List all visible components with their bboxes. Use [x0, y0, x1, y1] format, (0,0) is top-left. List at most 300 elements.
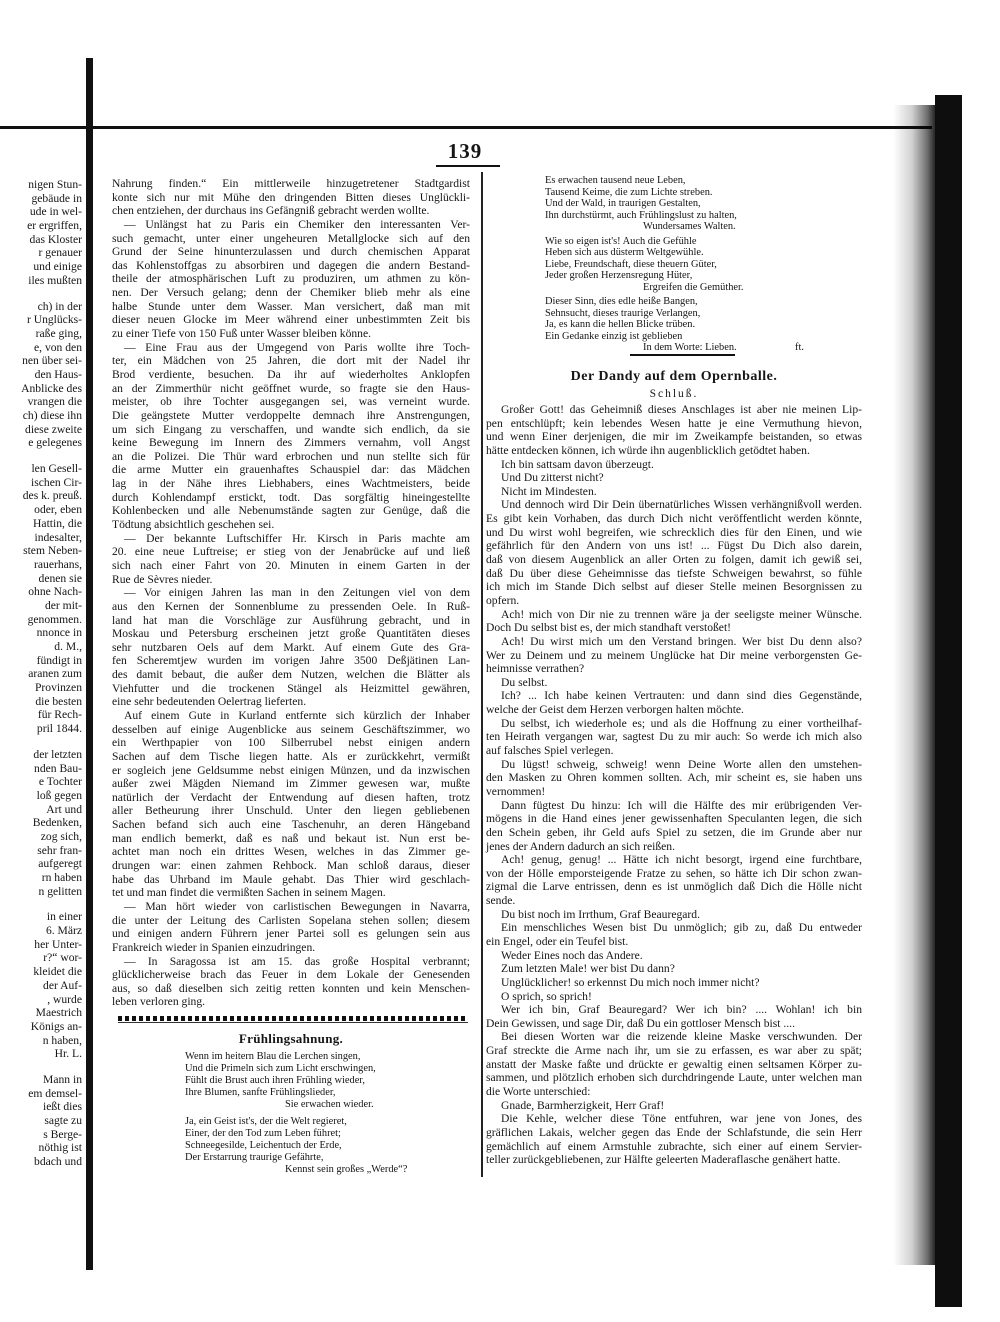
line-text: die Worte unterschied:: [486, 1085, 591, 1099]
text-line: [486, 1085, 862, 1099]
line-text: Bei diesen Worten war die reizende kleine Maske verschwunden. Der: [501, 1030, 862, 1044]
paragraph: [486, 676, 862, 690]
text-line: [486, 635, 862, 649]
fragment-line: der Auf-: [43, 978, 82, 992]
text-line: [486, 1140, 862, 1154]
line-text: Du lügst! schweig, schweig! wenn Deine Worte allen den umstehen-: [501, 757, 863, 771]
line-text: land hat man die Vorschläge zur Ausführung gebracht, und in: [112, 613, 470, 627]
text-line: [486, 444, 862, 458]
text-line: [112, 423, 470, 437]
line-text: Viehfutter und die trockenen Stängel als Heizmittel gewähren,: [112, 681, 470, 695]
fragment-line: r?“ wor-: [43, 951, 82, 965]
text-line: [486, 403, 862, 417]
line-text: Sachen befand sich auch eine Taschenuhr, an deren Hängeband: [112, 818, 470, 832]
line-text: opfern.: [486, 593, 520, 607]
line-text: und Du wirst wohl begreifen, wie schrecklich dies für den Einen, und wie: [486, 525, 862, 539]
fragment-line: in einer: [46, 910, 82, 924]
line-text: sammen, und plötzlich erhoben sich durchdringende Laute, unter welchen man: [486, 1071, 863, 1085]
fragment-line: aufgeregt: [38, 857, 82, 871]
fragment-line: rauerhans,: [34, 557, 82, 571]
text-line: [112, 218, 470, 232]
fragment-line: gebäude in: [31, 191, 82, 205]
line-text: Brod verdiente, besuchen. Da ihr auf wiederholtes Anklopfen: [112, 367, 470, 381]
poem-signature: ft.: [795, 342, 804, 353]
text-line: [112, 614, 470, 628]
left-margin-bar: [86, 58, 93, 1270]
line-text: Unglücklicher! so erkennst Du mich noch immer nicht?: [501, 975, 760, 989]
line-text: zigmal die Larve entrissen, denn es ist unmöglich daß Dich die Hölle nicht: [486, 880, 862, 894]
text-line: [112, 668, 470, 682]
text-line: [112, 245, 470, 259]
fragment-line: Maestrich: [35, 1006, 82, 1020]
line-text: habe das Uhrband im Maule gehabt. Das Thier wird geschlach-: [112, 872, 470, 886]
fragment-line: das Kloster: [29, 232, 82, 246]
line-text: Ach! Du wirst mich um den Verstand bringen. Wer bist Du denn also?: [501, 634, 863, 648]
text-line: [112, 955, 470, 969]
line-text: Tödtung absichtlich geschehen sei.: [112, 518, 275, 532]
fragment-line: denen sie: [38, 571, 82, 585]
poem-line: Fühlt die Brust auch ihren Frühling wieder,: [185, 1075, 365, 1086]
fragment-block: [0, 462, 82, 736]
line-text: Kohlenbecken und alle Nebenumstände sagten zur Genüge, daß die: [112, 504, 470, 518]
page-number: 139: [447, 139, 483, 163]
poem-line: Ja, ein Geist ist's, der die Welt regieret,: [185, 1116, 347, 1127]
line-text: theile der atmosphärischen Luft zu produziren, um athmen zu kön-: [112, 272, 470, 286]
poem-stanza: [545, 175, 865, 233]
text-line: [486, 1017, 862, 1031]
line-text: gemächlich auf einem Armstuhle zubrachte, sich einer auf einem Servier-: [486, 1139, 862, 1153]
line-text: Zum letzten Male! wer bist Du dann?: [501, 962, 675, 976]
line-text: und wenn Einer derjenigen, die mir im Zweikampfe beistanden, so etwas: [486, 430, 862, 444]
fragment-line: sehr fran-: [37, 843, 82, 857]
poem-refrain-text: Ergreifen die Gemüther.: [643, 281, 744, 293]
line-text: Die geängstete Mutter verdoppelte demnach ihre Anstrengungen,: [112, 408, 470, 422]
line-text: an der Zimmerthür nicht geöffnet wurde, so fragte sie den Haus-: [112, 381, 470, 395]
text-line: [112, 368, 470, 382]
paragraph: [112, 900, 470, 955]
text-line: [486, 1058, 862, 1072]
line-text: nen. Der Versuch gelang; denn der Chemiker blieb mehr als eine: [112, 286, 470, 300]
text-line: [112, 327, 470, 341]
line-text: — Man hört wieder von carlistischen Bewegungen in Navarra,: [124, 899, 470, 913]
fragment-line: n gelitten: [38, 884, 82, 898]
paragraph: [486, 949, 862, 963]
text-line: [486, 594, 862, 608]
paragraph: [486, 758, 862, 799]
poem-refrain-line: [545, 221, 865, 233]
fragment-line: ude in wel-: [29, 205, 82, 219]
text-line: [112, 573, 470, 587]
text-line: [486, 758, 862, 772]
paragraph: [112, 218, 470, 341]
line-text: an die Polizei. Die Thür ward erbrochen und nun stellte sich für: [112, 449, 470, 463]
text-line: [112, 259, 470, 273]
poem-refrain-text: Wundersames Walten.: [643, 221, 736, 232]
fragment-line: iles mußten: [28, 273, 82, 287]
text-line: [112, 764, 470, 778]
text-line: [112, 532, 470, 546]
text-line: [486, 799, 862, 813]
text-line: [112, 736, 470, 750]
poem-line: Liebe, Freundschaft, diese theuern Güter,: [545, 258, 717, 270]
text-line: [486, 512, 862, 526]
line-text: Ich bin sattsam davon überzeugt.: [501, 457, 654, 471]
poem-refrain-line: [545, 282, 865, 294]
fragment-line: Mann in: [43, 1072, 82, 1086]
line-text: Ich? ... Ich habe keinen Vertrauten: und dann sind dies Gegenstände,: [501, 689, 862, 703]
fragment-line: diese zweite: [25, 422, 82, 436]
fragment-line: fündigt in: [36, 653, 82, 667]
poem-stanza: [185, 1051, 465, 1111]
news-column: [112, 177, 470, 1009]
line-text: und einigen andern Führern jener Partei soll es gelungen sein aus: [112, 927, 470, 941]
text-line: [486, 526, 862, 540]
text-line: [112, 463, 470, 477]
text-line: [112, 586, 470, 600]
line-text: Graf streckte die Arme nach ihr, um sie zu erfassen, es war aber zu spät;: [486, 1044, 863, 1058]
text-line: [112, 395, 470, 409]
article-body: [486, 403, 862, 1167]
text-line: [112, 982, 470, 996]
text-line: [486, 417, 862, 431]
paragraph: [112, 532, 470, 587]
text-line: [112, 286, 470, 300]
poem-refrain-line: [185, 1164, 465, 1176]
text-line: [112, 873, 470, 887]
fragment-line: die besten: [35, 694, 82, 708]
fragment-line: , wurde: [47, 992, 82, 1006]
line-text: man endlich bemerkt, daß es naß und bekaut ist. Nun erst be-: [112, 831, 470, 845]
line-text: um sich Eingang zu verschaffen, und wandte sich endlich, da sie: [112, 422, 471, 436]
line-text: Ach! mich von Dir nie zu trennen wäre ja der seeligste meiner Wünsche.: [501, 607, 862, 621]
text-line: [112, 545, 470, 559]
fragment-line: nöthig ist: [38, 1141, 82, 1155]
fragment-line: 6. März: [45, 924, 82, 938]
header-rule: [0, 126, 932, 129]
line-text: — Der bekannte Luftschiffer Hr. Kirsch in Paris machte am: [124, 531, 470, 545]
fragment-line: stem Neben-: [23, 544, 82, 558]
text-line: [486, 1126, 862, 1140]
text-line: [486, 1153, 862, 1167]
text-line: [112, 450, 470, 464]
poem-line: Wie so eigen ist's! Auch die Gefühle: [545, 235, 697, 247]
line-text: die unter der Leitung des Carlisten Sopelana stehen sollen; diesem: [112, 913, 470, 927]
text-line: [486, 430, 862, 444]
text-line: [112, 654, 470, 668]
line-text: Es gibt kein Vorhaben, das durch Dich nicht veröffentlicht werden könnte,: [486, 512, 862, 526]
line-text: Und Du zitterst nicht?: [501, 471, 604, 485]
line-text: lag in der Nähe ihres Liebhabers, eines Wachtmeisters, beide: [112, 477, 470, 491]
text-line: [486, 485, 862, 499]
text-line: [486, 990, 862, 1004]
fragment-line: Hattin, die: [33, 516, 82, 530]
text-line: [112, 804, 470, 818]
text-line: [486, 1112, 862, 1126]
line-text: des damit bebaut, die außer dem Nutzen, welchen die Blätter als: [112, 668, 470, 682]
fragment-line: Hr. L.: [54, 1047, 82, 1061]
paragraph: [486, 990, 862, 1004]
fragment-line: Art und: [46, 802, 82, 816]
line-text: keine Bewegung im Innern des Zimmers vernahm, voll Angst: [112, 436, 470, 450]
column-divider: [481, 172, 483, 1177]
text-line: [486, 908, 862, 922]
text-line: [112, 914, 470, 928]
line-text: halbe Stunde unter dem Wasser. Man versichert, daß man mit: [112, 299, 471, 313]
text-line: [486, 717, 862, 731]
poem-line: Wenn im heitern Blau die Lerchen singen,: [185, 1051, 361, 1062]
poem-line: Tausend Keime, die zum Lichte streben.: [545, 186, 713, 198]
text-line: [486, 703, 862, 717]
text-line: [486, 676, 862, 690]
line-text: Die Kehle, welcher diese Töne entfuhren, war jene von Jones, des: [501, 1112, 862, 1126]
text-line: [486, 608, 862, 622]
line-text: jenes der Andern dadurch an sich reißen.: [486, 839, 675, 853]
poem-refrain-text: In dem Worte: Lieben.: [643, 342, 737, 353]
text-line: [486, 840, 862, 854]
text-line: [112, 313, 470, 327]
paragraph: [486, 1030, 862, 1098]
page-number-underline: [436, 165, 500, 167]
poem-stanza: [545, 296, 865, 354]
text-line: [486, 458, 862, 472]
line-text: von der Hölle emporsteigende Fratze zu sehen, so hätte ich Dir schon zwan-: [486, 866, 862, 880]
fragment-line: kleidet die: [33, 965, 82, 979]
text-line: [112, 477, 470, 491]
text-line: [486, 580, 862, 594]
fragment-line: len Gesell-: [31, 462, 82, 476]
fragment-line: Anblicke des: [21, 381, 82, 395]
fragment-line: nen über sei-: [22, 354, 82, 368]
line-text: gräflichen Lakais, welcher gegen das Ende der Schlafstunde, die sein Herr: [486, 1125, 862, 1139]
line-text: ein Werthpapier von 100 Silberrubel nebst einigen andern: [112, 736, 470, 750]
poem-line: Ihre Blumen, sanfte Frühlingslieder,: [185, 1087, 336, 1098]
fragment-line: der mit-: [44, 598, 82, 612]
poem-line: Dieser Sinn, dies edle heiße Bangen,: [545, 296, 698, 307]
line-text: chen entziehen, der durchaus ins Gefängniß gebracht werden wollte.: [112, 204, 430, 218]
paragraph: [112, 955, 470, 1010]
text-line: [486, 1099, 862, 1113]
text-line: [486, 649, 862, 663]
fragment-line: e, von den: [34, 340, 82, 354]
text-line: [486, 1003, 862, 1017]
fragment-block: [0, 748, 82, 899]
article-subtitle: Schluß.: [649, 388, 699, 400]
paragraph: [112, 341, 470, 532]
line-text: aus den Kernen der Sonnenblume zu pressenden Oele. In Ruß-: [112, 599, 470, 613]
text-line: [486, 498, 862, 512]
fragment-block: [0, 178, 82, 288]
text-line: [486, 880, 862, 894]
binding-edge: [935, 95, 962, 1307]
fragment-line: ießt dies: [43, 1100, 82, 1114]
text-line: [486, 744, 862, 758]
paragraph: [486, 908, 862, 922]
fragment-line: Provinzen: [34, 681, 82, 695]
text-line: [112, 641, 470, 655]
text-line: [112, 272, 470, 286]
fragment-line: ohne Nach-: [28, 585, 82, 599]
paragraph: [486, 471, 862, 485]
text-line: [486, 785, 862, 799]
ornamental-rule-line: [118, 1022, 468, 1023]
text-line: [112, 491, 470, 505]
text-line: [486, 976, 862, 990]
fragment-line: her Unter-: [34, 937, 82, 951]
poem-line: Jeder großen Herzensregung Hüter,: [545, 270, 693, 281]
paragraph: [486, 853, 862, 908]
text-line: [112, 300, 470, 314]
line-text: das Kohlenstoffgas zu absorbiren und dagegen die andern Bestand-: [112, 258, 470, 272]
text-line: [112, 177, 470, 191]
text-line: [112, 968, 470, 982]
line-text: Du selbst.: [501, 675, 548, 689]
text-line: [486, 1044, 862, 1058]
line-text: Ein menschliches Wesen bist Du unmöglich; gib zu, daß Du entweder: [501, 921, 862, 935]
poem-refrain-line: [185, 1099, 465, 1111]
line-text: ein Engel, oder ein Teufel bist.: [486, 934, 629, 948]
line-text: 20. eine neue Luftreise; er stieg von der Jenabrücke auf und ließ: [112, 545, 470, 559]
text-line: [112, 750, 470, 764]
line-text: Nahrung finden.“ Ein mittlerweile hinzugetretener Stadtgardist: [112, 177, 470, 190]
line-text: sich nach einer Fahrt von 20. Minuten in einem Garten in der: [112, 558, 470, 572]
line-text: dieser neuen Glocke im Meer während einer unbestimmten Zeit bis: [112, 313, 470, 327]
text-line: [112, 204, 470, 218]
fragment-line: nden Bau-: [34, 761, 82, 775]
line-text: — Eine Frau aus der Umgegend von Paris wollte ihre Toch-: [124, 340, 470, 354]
line-text: anstatt der Maske faßte und drückte er gewaltig einen seltsamen Körper zu-: [486, 1057, 862, 1071]
poem-continuation: [545, 175, 865, 354]
line-text: Gnade, Barmherzigkeit, Herr Graf!: [501, 1098, 665, 1112]
fragment-line: vrangen die: [27, 395, 82, 409]
line-text: er sogleich jene Geldsumme nebst einigen Münzen, und da inzwischen: [112, 763, 470, 777]
text-line: [112, 941, 470, 955]
line-text: außer zwei Mägden Niemand im Zimmer gewesen war, mußte: [112, 777, 470, 791]
section-rule: [630, 354, 735, 356]
text-line: [486, 935, 862, 949]
fragment-line: ischen Cir-: [31, 475, 82, 489]
fragment-line: r Unglücks-: [26, 313, 82, 327]
line-text: — Unlängst hat zu Paris ein Chemiker den interessanten Ver-: [124, 217, 470, 231]
fragment-line: des k. preuß.: [22, 489, 82, 503]
paragraph: [486, 962, 862, 976]
text-line: [486, 689, 862, 703]
text-line: [486, 662, 862, 676]
line-text: — In Saragossa ist am 15. das große Hospital verbrannt;: [124, 954, 471, 968]
text-line: [112, 627, 470, 641]
poem-line: Und die Primeln sich zum Licht erschwingen,: [185, 1063, 376, 1074]
fragment-line: genommen.: [27, 612, 82, 626]
poem-line: Ja, es kann die hellen Blicke trüben.: [545, 319, 696, 330]
ornamental-rule: [118, 1016, 468, 1021]
poem-refrain-line: [545, 342, 865, 354]
fragment-line: für Rech-: [37, 708, 82, 722]
fragment-block: [0, 300, 82, 451]
text-line: [486, 567, 862, 581]
fragment-line: loß gegen: [36, 788, 82, 802]
paragraph: [112, 709, 470, 900]
fragment-line: Königs an-: [30, 1019, 82, 1033]
text-line: [112, 791, 470, 805]
line-text: Frankreich wieder in Spanien einzudringen.: [112, 940, 316, 954]
text-line: [486, 867, 862, 881]
paragraph: [112, 177, 470, 218]
line-text: aller Betheurung ihrer Unschuld. Unter den liegen gebliebenen: [112, 804, 470, 818]
line-text: Nicht im Mindesten.: [501, 484, 597, 498]
paragraph: [486, 403, 862, 458]
text-line: [112, 682, 470, 696]
line-text: such gemacht, unter einer ungeheuren Metallglocke sich auf den: [112, 231, 470, 245]
text-line: [486, 539, 862, 553]
line-text: den Masken zu Ohren kommen sollten. Ach, mir scheint es, sie haben uns: [486, 771, 862, 785]
text-line: [112, 777, 470, 791]
line-text: die arme Mutter ein grauenhaftes Schauspiel dar: das Mädchen: [112, 463, 470, 477]
line-text: teller zurückgebliebenen, zur Hälfte geleerten Maderaflasche genähert hatte.: [486, 1153, 841, 1167]
text-line: [112, 341, 470, 355]
line-text: vernommen!: [486, 784, 546, 798]
poem-line: Ihn durchstürmt, auch Frühlingslust zu halten,: [545, 209, 737, 221]
text-line: [112, 436, 470, 450]
line-text: Moskau und Petersburg erscheinen jetzt große Quantitäten dieses: [112, 627, 470, 641]
line-text: Du selbst, ich wiederhole es; und als die Hoffnung zu einer vortheilhaf-: [501, 716, 862, 730]
line-text: ten Heirath vergangen war, sagtest Du zu mir auch: So werde ich mich also: [486, 730, 862, 744]
text-line: [112, 409, 470, 423]
poem-line: Sehnsucht, dieses traurige Verlangen,: [545, 307, 701, 319]
poem-title: Frühlingsahnung.: [238, 1031, 344, 1046]
binding-shadow: [893, 105, 935, 1265]
paragraph: [486, 1112, 862, 1167]
poem-line: Der Erstarrung traurige Gefährte,: [185, 1152, 324, 1163]
line-text: hätte entdecken können, ich würde ihn augenblicklich getödtet haben.: [486, 443, 810, 457]
fragment-line: em demsel-: [28, 1086, 82, 1100]
paragraph: [112, 586, 470, 709]
poem-line: Und der Wald, in traurigen Gestalten,: [545, 198, 701, 209]
text-line: [112, 900, 470, 914]
line-text: auf falsches Spiel verlegen.: [486, 744, 614, 758]
poem-line: Ein Gedanke einzig ist geblieben: [545, 330, 683, 342]
line-text: eine sehr bedeutenden Oelertrag lieferten.: [112, 695, 307, 709]
paragraph: [486, 608, 862, 635]
poem-fruehlingsahnung: [185, 1051, 465, 1176]
line-text: daß Du über diese Geheimnisse das tiefste Schweigen bewahrst, so fühle: [486, 566, 862, 580]
poem-stanza: [185, 1116, 465, 1176]
paragraph: [486, 498, 862, 607]
line-text: ter, ein Mädchen von 25 Jahren, die dort mit der Nadel ihr: [112, 354, 470, 368]
fragment-line: den Haus-: [34, 367, 82, 381]
text-line: [112, 232, 470, 246]
text-line: [486, 921, 862, 935]
paragraph: [486, 976, 862, 990]
text-line: [486, 730, 862, 744]
fragment-line: ch) diese ihn: [22, 409, 82, 422]
fragment-line: nigen Stun-: [28, 178, 82, 191]
line-text: Wer ich bin, Graf Beauregard? Wer ich bin? .... Wohlan! ich bin: [501, 1003, 862, 1017]
line-text: Und dennoch wird Dir Dein übernatürliches Wissen verhängnißvoll werden.: [501, 498, 862, 512]
line-text: sende.: [486, 894, 516, 908]
text-line: [486, 894, 862, 908]
poem-line: Einer, der den Tod zum Leben führet;: [185, 1128, 341, 1139]
line-text: natürlich der Verdacht der Entwendung auf diesen haften, trotz: [112, 790, 470, 804]
text-line: [112, 845, 470, 859]
text-line: [486, 826, 862, 840]
text-line: [486, 949, 862, 963]
poem-line: Heben sich aus düsterm Weltgewühle.: [545, 247, 704, 258]
line-text: Wer zu Deinem und zu meinem Unglücke hat Dir meine verborgensten Ge-: [486, 648, 862, 662]
text-line: [486, 812, 862, 826]
previous-page-column-fragment: [0, 178, 82, 1181]
paragraph: [486, 485, 862, 499]
fragment-line: zog sich,: [40, 829, 82, 843]
text-line: [112, 886, 470, 900]
